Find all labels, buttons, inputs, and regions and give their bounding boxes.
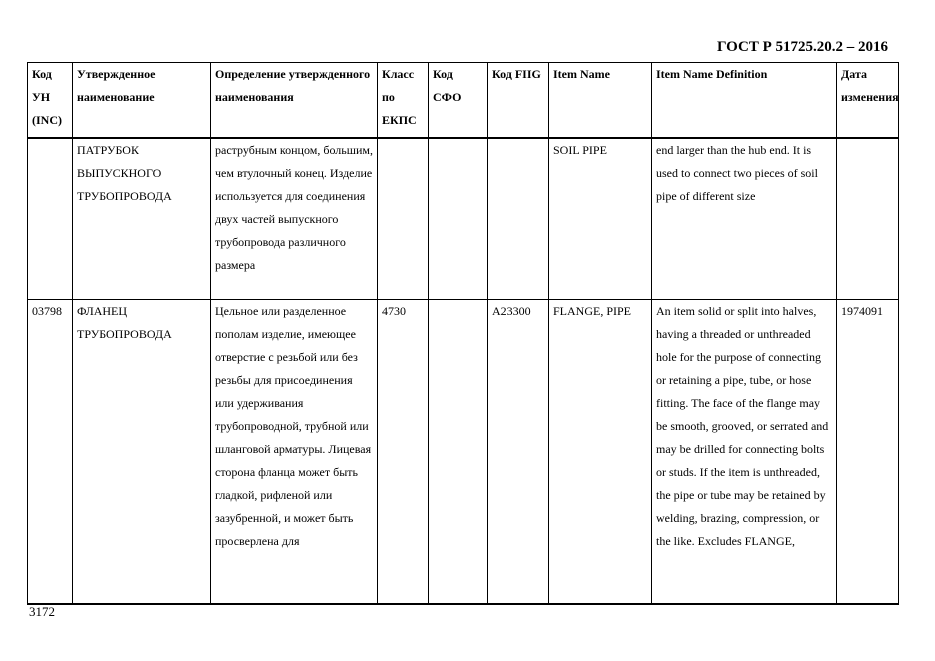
cell-fiig bbox=[488, 138, 549, 300]
cell-sfo bbox=[429, 138, 488, 300]
cell-item-name: SOIL PIPE bbox=[549, 138, 652, 300]
cell-item-definition: end larger than the hub end. It is used to connect two pieces of soil pipe of different size bbox=[652, 138, 837, 300]
cell-item-definition: An item solid or split into halves, having a threaded or unthreaded hole for the purpose of connecting or retaining a pipe, tube, or hose fitting. The face of the flange may be smooth, grooved, or serrated and may be drilled for connecting bolts or studs. If the item is unthreaded, the pipe or tube may be retained by welding, brazing, compression, or the like. Excludes FLANGE, bbox=[652, 300, 837, 604]
cell-sfo bbox=[429, 300, 488, 604]
page-number: 3172 bbox=[29, 604, 55, 619]
col-header-definition: Определение утвержденного наименования bbox=[211, 63, 378, 138]
document-id: ГОСТ Р 51725.20.2 – 2016 bbox=[716, 39, 888, 55]
cell-class bbox=[378, 138, 429, 300]
cell-date bbox=[837, 138, 899, 300]
cell-approved-name: ПАТРУБОК ВЫПУСКНОГО ТРУБОПРОВОДА bbox=[73, 138, 211, 300]
cell-approved-name: ФЛАНЕЦ ТРУБОПРОВОДА bbox=[73, 300, 211, 604]
cell-code: 03798 bbox=[28, 300, 73, 604]
table-row bbox=[28, 138, 899, 300]
table-row bbox=[28, 300, 899, 604]
cell-fiig: A23300 bbox=[488, 300, 549, 604]
cell-definition: Цельное или разделенное пополам изделие, имеющее отверстие с резьбой или без резьбы для присоединения или удерживания трубопроводной, трубной или шланговой арматуры. Лицевая сторона фланца может быть гладкой, рифленой или зазубренной, и может быть просверлена для bbox=[211, 300, 378, 604]
gost-table bbox=[27, 62, 899, 605]
cell-class: 4730 bbox=[378, 300, 429, 604]
cell-code bbox=[28, 138, 73, 300]
table-header-row bbox=[28, 63, 899, 138]
col-header-date: Дата изменения bbox=[837, 63, 899, 138]
col-header-fiig: Код FIIG bbox=[488, 63, 549, 138]
col-header-item-definition: Item Name Definition bbox=[652, 63, 837, 138]
col-header-sfo: Код СФО bbox=[429, 63, 488, 138]
cell-item-name: FLANGE, PIPE bbox=[549, 300, 652, 604]
cell-definition: раструбным концом, большим, чем втулочный конец. Изделие используется для соединения двух частей выпускного трубопровода различного размера bbox=[211, 138, 378, 300]
col-header-code: Код УН (INC) bbox=[28, 63, 73, 138]
col-header-class: Класс по ЕКПС bbox=[378, 63, 429, 138]
col-header-approved-name: Утвержденное наименование bbox=[73, 63, 211, 138]
col-header-item-name: Item Name bbox=[549, 63, 652, 138]
cell-date: 1974091 bbox=[837, 300, 899, 604]
